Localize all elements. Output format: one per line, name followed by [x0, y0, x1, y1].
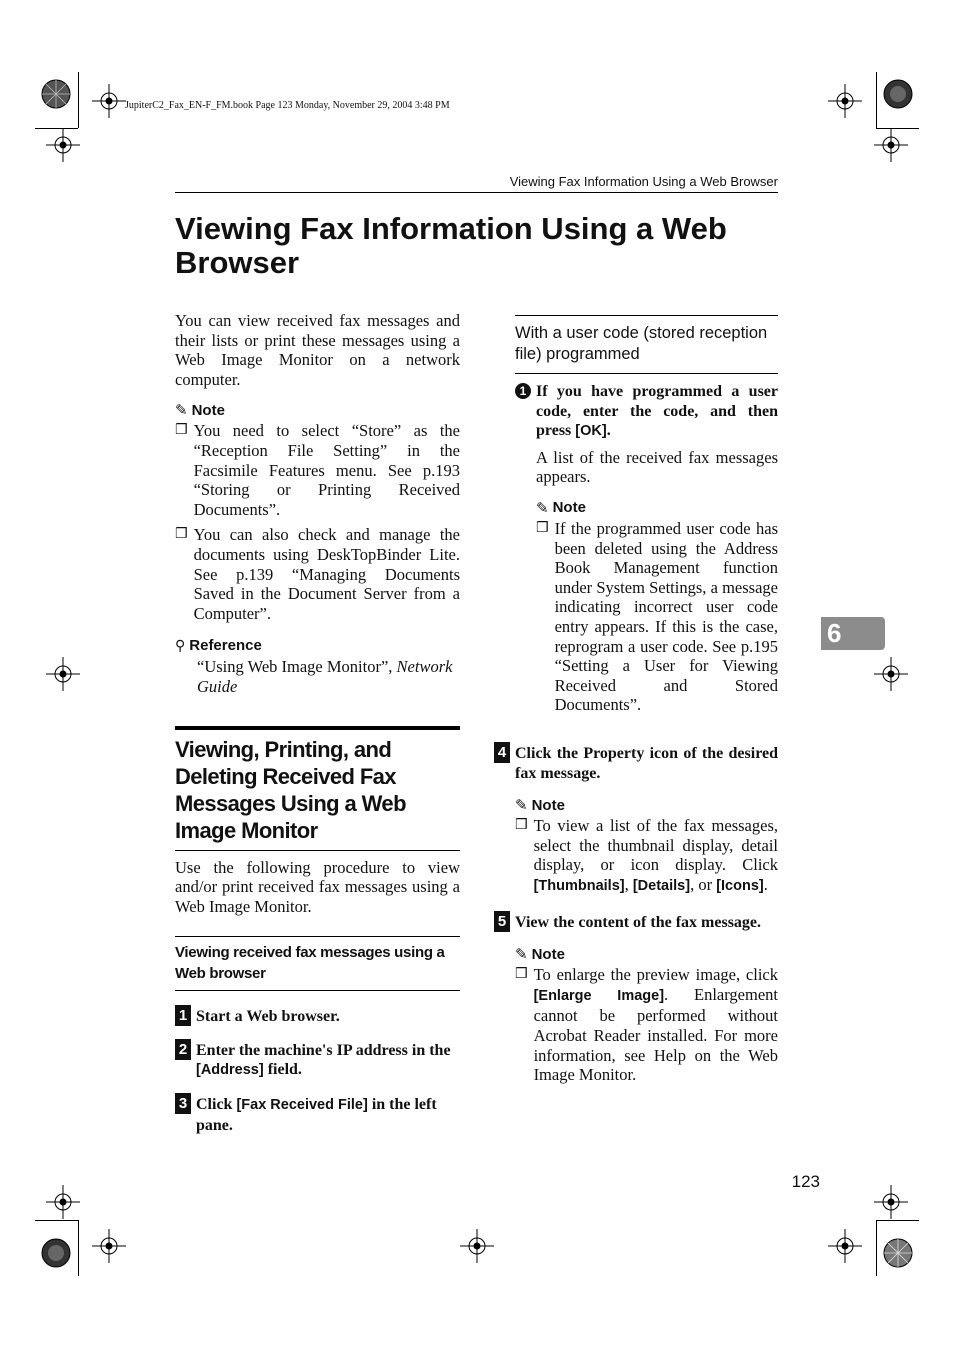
- note-heading: [515, 945, 778, 963]
- page-title-line-2: Browser: [175, 245, 300, 280]
- icons-key: [Icons]: [716, 877, 764, 894]
- step-4: [494, 744, 778, 783]
- note-item-text: [534, 816, 778, 896]
- step-3: [175, 1095, 460, 1135]
- registration-mark-icon: [874, 1185, 908, 1219]
- note-heading: [175, 401, 460, 419]
- pencil-icon: ✎: [536, 498, 549, 517]
- reference-label: Reference: [189, 637, 262, 655]
- note-item-text: You need to select “Store” as the “Reception File Setting” in the Facsimile Features menu. See p.193 “Storing or Printing Received Documents”.: [193, 421, 460, 519]
- right-column-lower: [494, 744, 778, 1085]
- reference-heading: [175, 637, 460, 654]
- step-number: 5: [494, 911, 510, 932]
- note-heading: [515, 796, 778, 814]
- registration-mark-icon: [46, 1185, 80, 1219]
- step-text: Click the Property icon of the desired fax message.: [515, 745, 778, 782]
- step-text-part: Start a Web browser.: [196, 1008, 340, 1026]
- page-number: 123: [791, 1172, 820, 1191]
- section-heading: Viewing, Printing, and Deleting Received Fax Messages Using a Web Image Monitor: [175, 736, 406, 843]
- registration-mark-icon: [46, 657, 80, 691]
- right-column: [515, 315, 778, 715]
- note-text-part: To enlarge the preview image, click: [533, 965, 778, 985]
- pencil-icon: ✎: [515, 945, 528, 964]
- note-text-part: . Enlargement cannot be performed without Acrobat Reader installed. For more information, see Help on the Web Image Monitor.: [533, 984, 778, 1085]
- fax-received-file-key: [Fax Received File]: [236, 1097, 368, 1114]
- note-item-text: If the programmed user code has been deleted using the Address Book Management function under System Settings, a message indicating incorrect user code entry appears. If this is the case, reprogram a user code. See p.195 “Setting a User for Viewing Received and Stored Documents”.: [554, 518, 778, 715]
- thumbnails-key: [Thumbnails]: [533, 877, 625, 894]
- note-text-part: .: [763, 874, 768, 894]
- note-item: [536, 519, 778, 715]
- sub-step-1: [515, 382, 778, 442]
- note-item-text: You can also check and manage the documents using DeskTopBinder Lite. See p.139 “Managing Documents Saved in the Document Server from a Computer”.: [193, 525, 460, 623]
- pencil-icon: ✎: [175, 401, 188, 420]
- address-key: [Address]: [196, 1062, 264, 1079]
- note-item: [175, 421, 460, 519]
- checkbox-icon: ❒: [175, 526, 188, 543]
- note-text-part: ,: [624, 874, 633, 894]
- left-column: [175, 311, 460, 1135]
- registration-mark-icon: [874, 657, 908, 691]
- note-label: Note: [531, 945, 565, 963]
- running-header: Viewing Fax Information Using a Web Browser: [509, 174, 778, 189]
- subheading-right: With a user code (stored reception file) programmed: [515, 324, 768, 363]
- note-label: Note: [191, 401, 225, 419]
- ok-key: [OK]: [575, 423, 607, 440]
- file-info: JupiterC2_Fax_EN-F_FM.book Page 123 Monday, November 29, 2004 3:48 PM: [125, 100, 450, 111]
- note-item-text: [534, 965, 778, 1085]
- reference-text: [197, 657, 460, 696]
- header-rule: [175, 192, 778, 193]
- step-number: 2: [175, 1039, 191, 1060]
- color-wheel-icon: [40, 1237, 72, 1269]
- step-text: [196, 1007, 340, 1027]
- color-wheel-icon: [40, 78, 72, 110]
- step-text: [196, 1041, 460, 1081]
- checkbox-icon: ❒: [175, 422, 188, 439]
- step-text-part: .: [606, 422, 611, 440]
- step-text-part: If you have programmed a user code, enter the code, and then press: [536, 383, 778, 440]
- note-label: Note: [552, 499, 586, 517]
- registration-mark-icon: [460, 1229, 494, 1263]
- registration-mark-icon: [92, 84, 126, 118]
- step-text-part: field.: [263, 1061, 302, 1079]
- page-title: [175, 212, 795, 280]
- step-text: [196, 1095, 460, 1135]
- step-text-part: in the left pane.: [196, 1096, 437, 1134]
- note-item: [515, 965, 778, 1085]
- registration-mark-icon: [874, 128, 908, 162]
- registration-mark-icon: [46, 128, 80, 162]
- step-number: 1: [515, 383, 531, 399]
- subheading-right-rule-top: [515, 315, 778, 316]
- checkbox-icon: ❒: [515, 817, 528, 834]
- note-text-part: , or: [690, 874, 717, 894]
- subheading-rule-bottom: [175, 990, 460, 991]
- subheading-right-rule-bottom: [515, 373, 778, 374]
- step-text-part: Enter the machine's IP address in the: [196, 1041, 451, 1059]
- note-label: Note: [531, 796, 565, 814]
- enlarge-image-key: [Enlarge Image]: [533, 987, 665, 1004]
- section-rule-top: [175, 726, 460, 730]
- step-number: 1: [175, 1005, 191, 1026]
- checkbox-icon: ❒: [515, 966, 528, 983]
- subheading-rule-top: [175, 936, 460, 937]
- step-2: [175, 1041, 460, 1081]
- step-5: [494, 913, 778, 933]
- note-item: [515, 816, 778, 896]
- reference-guide: Network Guide: [197, 657, 453, 696]
- subheading-left: Viewing received fax messages using a Web browser: [175, 944, 445, 983]
- page-title-line-1: Viewing Fax Information Using a Web: [175, 211, 727, 246]
- step-text: View the content of the fax message.: [515, 913, 762, 931]
- step-number: 4: [494, 742, 510, 763]
- registration-mark-icon: [828, 1229, 862, 1263]
- step-text: [536, 382, 778, 442]
- checkbox-icon: ❒: [536, 519, 549, 536]
- step-text-part: Click: [196, 1096, 237, 1114]
- reference-title: “Using Web Image Monitor”,: [197, 657, 397, 677]
- note-heading: [536, 499, 778, 517]
- magnifier-icon: ⚲: [175, 637, 186, 654]
- chapter-tab[interactable]: 6: [821, 617, 885, 650]
- color-wheel-icon: [882, 1237, 914, 1269]
- intro-paragraph: You can view received fax messages and their lists or print these messages using a Web Image Monitor on a network computer.: [175, 311, 460, 389]
- note-text-part: To view a list of the fax messages, select the thumbnail display, detail display, or icon display. Click: [533, 816, 778, 875]
- registration-mark-icon: [828, 84, 862, 118]
- section-rule-bottom: [175, 850, 460, 851]
- details-key: [Details]: [632, 877, 691, 894]
- step-number: 3: [175, 1093, 191, 1114]
- step-1: [175, 1007, 460, 1027]
- registration-mark-icon: [92, 1229, 126, 1263]
- color-wheel-icon: [882, 78, 914, 110]
- note-item: [175, 525, 460, 623]
- sub-step-result: A list of the received fax messages appears.: [536, 447, 778, 487]
- pencil-icon: ✎: [515, 796, 528, 815]
- section-intro: Use the following procedure to view and/or print received fax messages using a Web Image Monitor.: [175, 857, 460, 916]
